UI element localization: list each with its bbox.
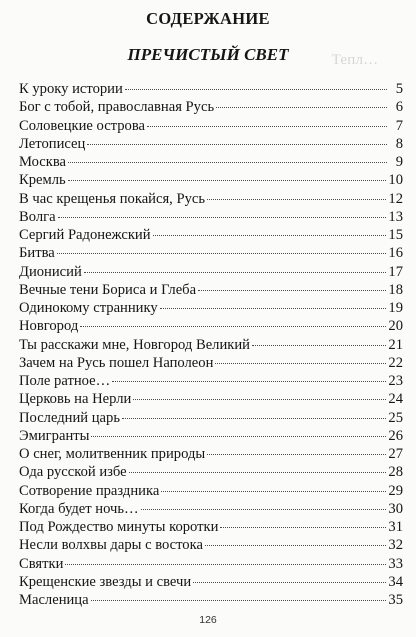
toc-entry-title: Несли волхвы дары с востока [19, 537, 203, 554]
toc-entry-title: О снег, молитвенник природы [19, 446, 206, 462]
toc-entry [19, 208, 403, 226]
dot-leader [153, 235, 387, 236]
toc-entry-page: 17 [388, 263, 403, 280]
toc-entry-page: 24 [388, 391, 403, 408]
toc-entry [19, 135, 403, 153]
toc-entry-title: В час крещенья покайся, Русь [19, 190, 206, 207]
dot-leader [122, 418, 386, 419]
toc-entry-title: Кремль [19, 172, 66, 189]
toc-entry [19, 244, 403, 262]
dot-leader [68, 180, 387, 181]
page-title: СОДЕРЖАНИЕ [146, 9, 270, 28]
dot-leader [112, 381, 386, 382]
toc-entry-page: 33 [388, 555, 403, 572]
toc-entry-page: 32 [388, 537, 403, 554]
toc-entry-title: К уроку истории [19, 81, 123, 97]
dot-leader [205, 545, 386, 546]
toc-entry-title: Дионисий [19, 263, 82, 280]
dot-leader [141, 509, 387, 510]
toc-entry-page: 15 [388, 227, 403, 243]
toc-entry-page: 21 [388, 336, 403, 353]
toc-entry-page: 6 [395, 99, 403, 116]
toc-entry [19, 573, 403, 591]
toc-entry-title: Поле ратное… [19, 373, 111, 389]
toc-entry-page: 5 [395, 81, 403, 97]
toc-entry [19, 482, 403, 500]
toc-entry-title: Ода русской избе [19, 464, 127, 481]
dot-leader [215, 363, 386, 364]
bleed-through-text: Тепл… [331, 52, 406, 68]
dot-leader [216, 107, 387, 108]
toc-entry-page: 28 [388, 464, 403, 481]
toc-entry-title: Под Рождество минуты коротки [19, 519, 219, 535]
page-number: 126 [199, 614, 217, 626]
toc-entry-page: 30 [388, 500, 403, 517]
dot-leader [65, 564, 386, 565]
dot-leader [147, 126, 387, 127]
toc-entry-title: Когда будет ночь… [19, 500, 139, 517]
dot-leader [57, 253, 387, 254]
toc-entry [19, 354, 403, 372]
toc-entry [19, 591, 403, 609]
toc-entry-page: 16 [388, 245, 403, 262]
toc-entry-page: 22 [388, 354, 403, 371]
toc-entry [19, 555, 403, 573]
toc-entry-page: 8 [395, 135, 403, 152]
toc-entry-title: Святки [19, 555, 64, 572]
dot-leader [80, 326, 386, 327]
toc-entry-title: Бог с тобой, православная Русь [19, 99, 215, 116]
toc-entry [19, 226, 403, 244]
dot-leader [207, 199, 386, 200]
toc-entry-page: 29 [388, 482, 403, 499]
dot-leader [87, 144, 387, 145]
toc-entry [19, 445, 403, 463]
toc-entry-page: 26 [388, 427, 403, 444]
toc-entry-page: 18 [388, 281, 403, 298]
toc-entry [19, 317, 403, 335]
toc-entry-title: Москва [19, 154, 67, 170]
toc-entry [19, 409, 403, 427]
toc-entry-page: 34 [388, 573, 403, 590]
toc-entry [19, 536, 403, 554]
toc-entry-title: Ты расскажи мне, Новгород Великий [19, 336, 250, 353]
dot-leader [91, 600, 387, 601]
toc-entry-title: Новгород [19, 318, 79, 335]
toc-entry-page: 20 [388, 318, 403, 335]
toc-entry-title: Церковь на Нерли [19, 391, 132, 408]
toc-entry [19, 98, 403, 116]
toc-entry-title: Летописец [19, 135, 86, 152]
dot-leader [220, 527, 386, 528]
dot-leader [160, 308, 387, 309]
dot-leader [252, 345, 386, 346]
toc-entry [19, 299, 403, 317]
toc-entry-page: 7 [395, 117, 403, 134]
toc-entry [19, 263, 403, 281]
toc-entry-title: Битва [19, 245, 55, 262]
toc-entry [19, 518, 403, 536]
toc-entry [19, 390, 403, 408]
toc-entry [19, 500, 403, 518]
toc-entry [19, 372, 403, 390]
toc-entry [19, 427, 403, 445]
dot-leader [133, 399, 386, 400]
toc-entry-page: 31 [388, 519, 403, 535]
toc-entry [19, 336, 403, 354]
toc-entry [19, 463, 403, 481]
toc-entry [19, 153, 403, 171]
toc-entry [19, 281, 403, 299]
toc-entry-title: Зачем на Русь пошел Наполеон [19, 354, 214, 371]
toc-entry-title: Последний царь [19, 409, 120, 426]
toc-entry [19, 117, 403, 135]
toc-entry-title: Крещенские звезды и свечи [19, 573, 192, 590]
dot-leader [198, 290, 386, 291]
dot-leader [58, 217, 387, 218]
toc-entry-page: 25 [388, 409, 403, 426]
toc-entry-title: Соловецкие острова [19, 117, 145, 134]
toc-entry-page: 13 [388, 208, 403, 225]
toc-entry-page: 23 [388, 373, 403, 389]
dot-leader [193, 582, 386, 583]
toc-entry [19, 171, 403, 189]
dot-leader [68, 162, 387, 163]
toc-entry-page: 12 [388, 190, 403, 207]
dot-leader [125, 89, 387, 90]
toc-entry-title: Одинокому страннику [19, 300, 158, 316]
dot-leader [91, 436, 386, 437]
toc-entry-page: 19 [388, 300, 403, 316]
toc-entry-page: 35 [388, 592, 403, 608]
section-title: ПРЕЧИСТЫЙ СВЕТ [127, 45, 289, 64]
toc-entry [19, 190, 403, 208]
toc-entry-title: Волга [19, 208, 56, 225]
dot-leader [129, 472, 387, 473]
toc-entry-title: Сергий Радонежский [19, 227, 151, 243]
toc-entry-title: Вечные тени Бориса и Глеба [19, 281, 197, 298]
dot-leader [207, 454, 386, 455]
table-of-contents [19, 80, 403, 609]
toc-entry [19, 80, 403, 98]
toc-entry-title: Сотворение праздника [19, 482, 160, 499]
toc-entry-title: Эмигранты [19, 427, 90, 444]
toc-entry-title: Масленица [19, 592, 89, 608]
toc-entry-page: 27 [388, 446, 403, 462]
dot-leader [84, 272, 387, 273]
toc-entry-page: 10 [388, 172, 403, 189]
dot-leader [161, 491, 386, 492]
toc-entry-page: 9 [395, 154, 403, 170]
